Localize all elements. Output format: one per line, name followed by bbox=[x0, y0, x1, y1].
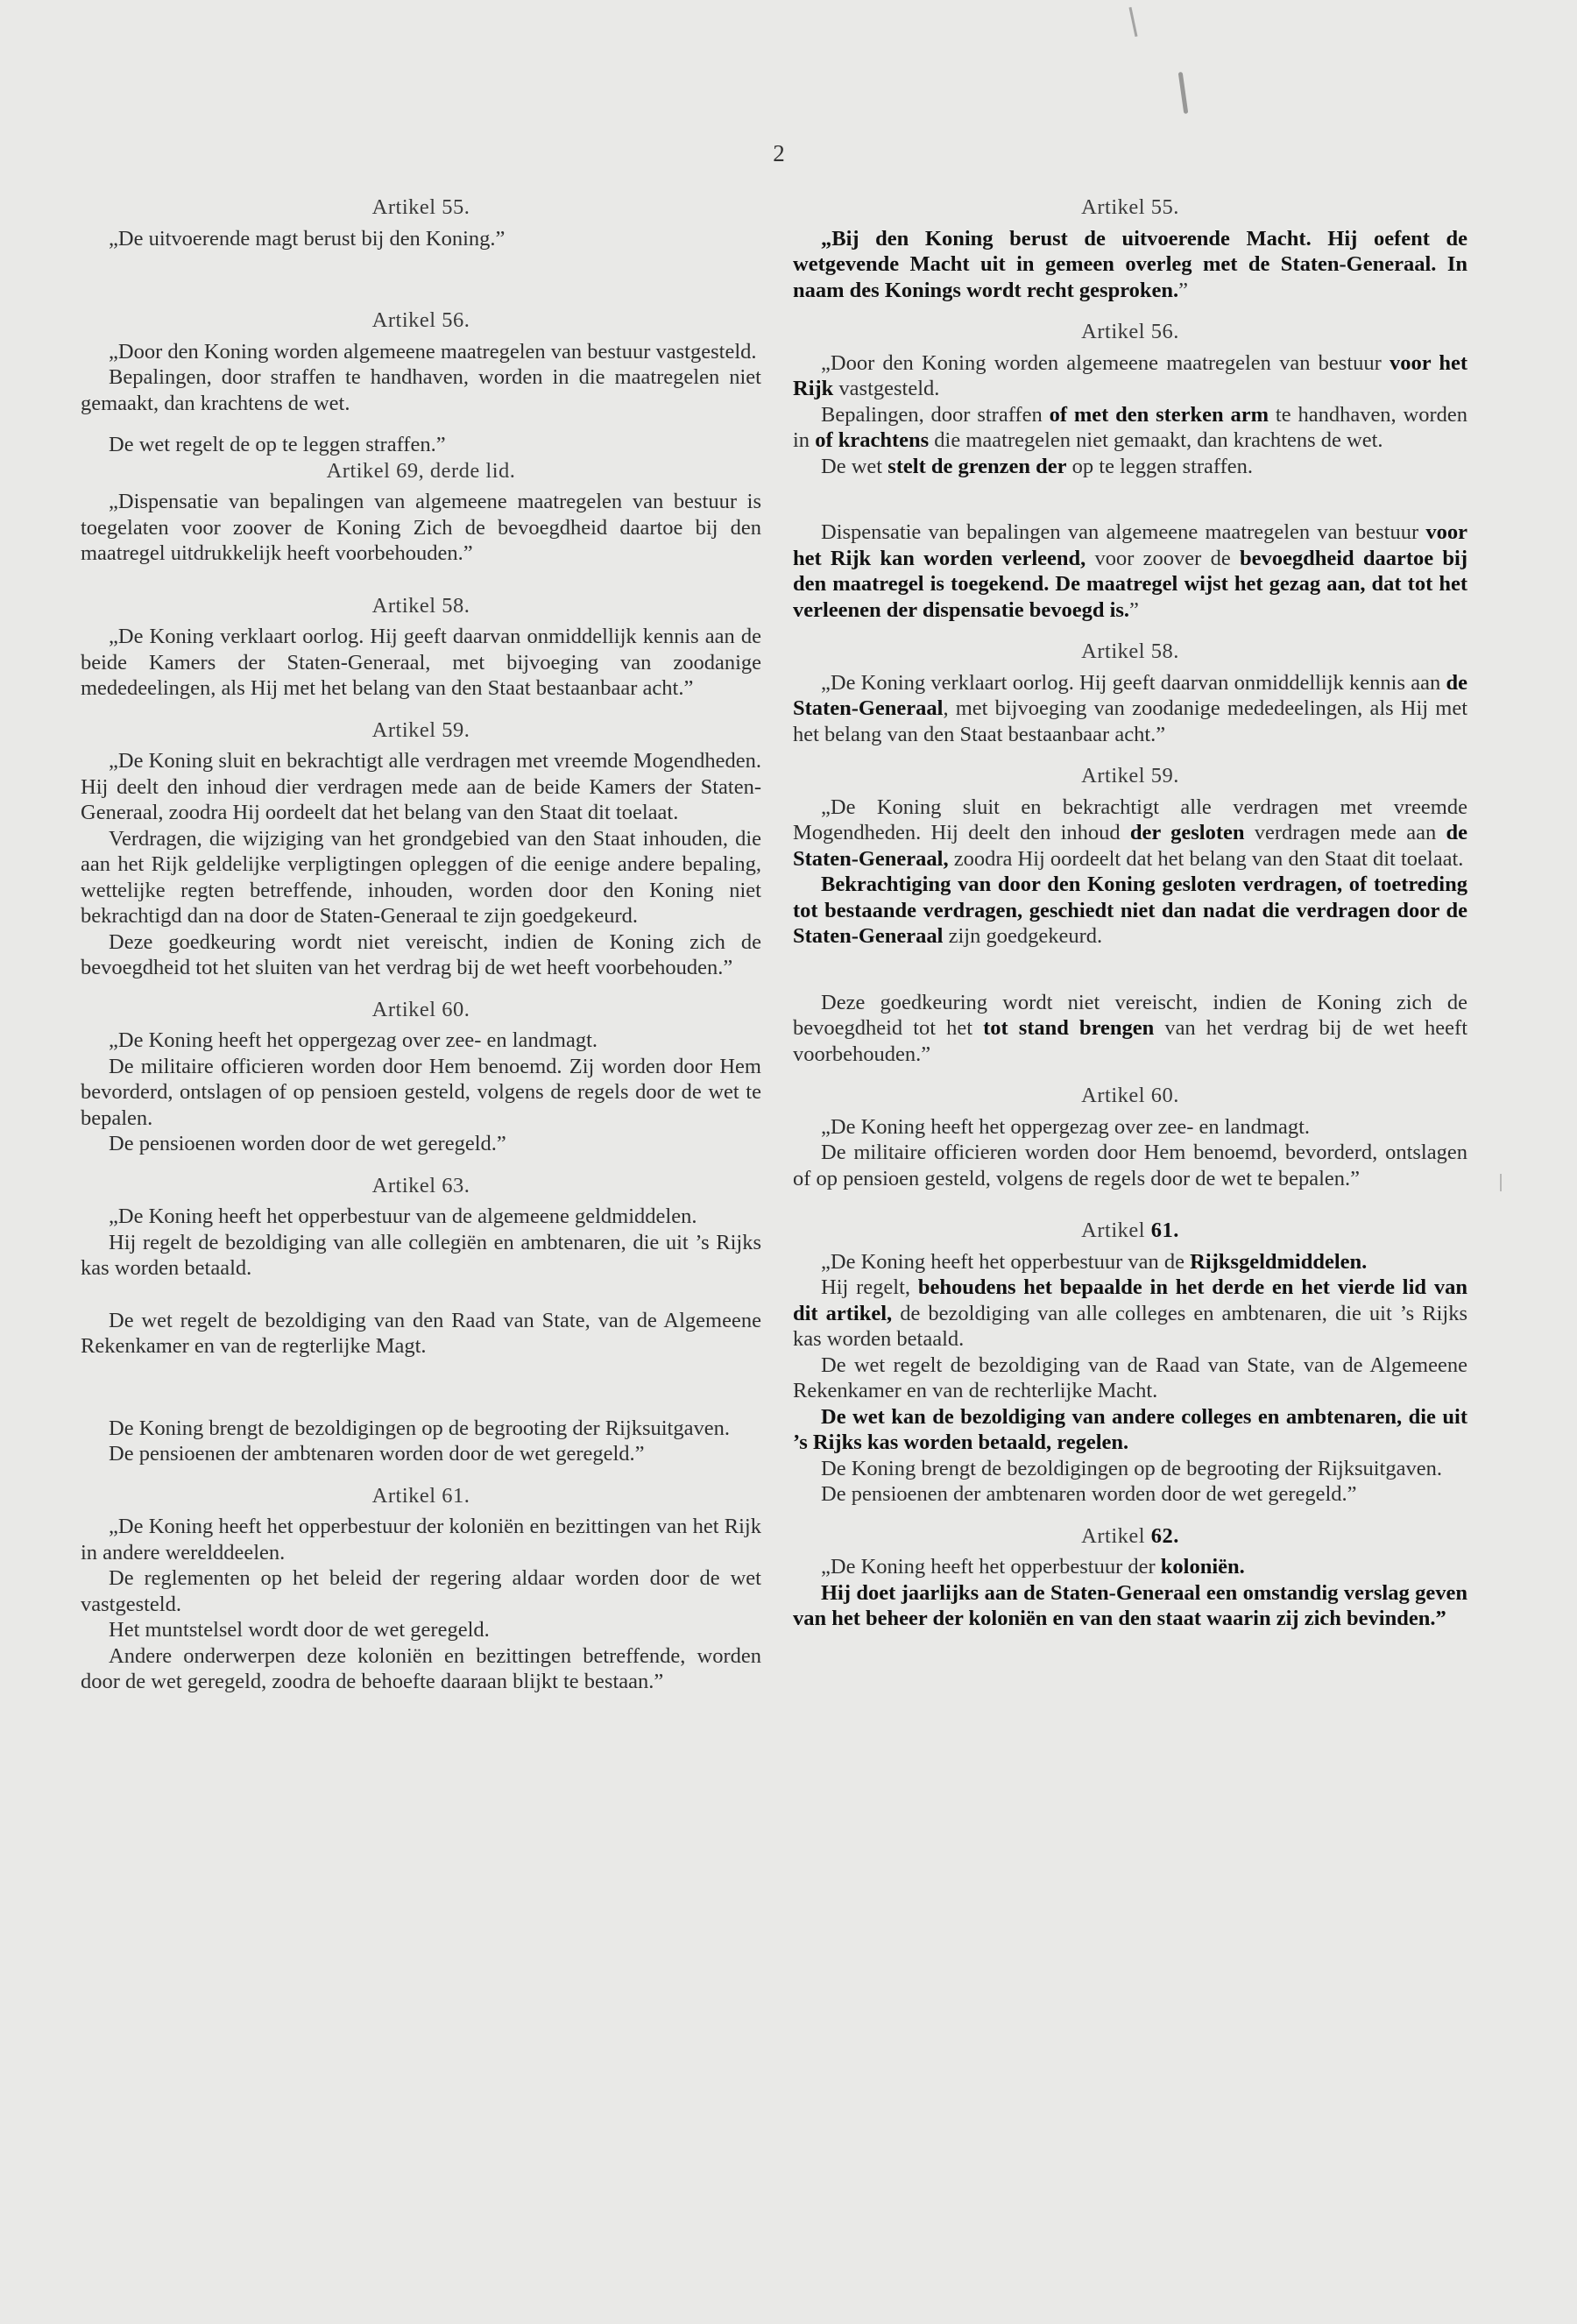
paragraph: „Dispensatie van bepalingen van algemeene maatregelen van bestuur is toegelaten voor zoover de Koning Zich de bevoegdheid daartoe bij den maatregel uitdrukkelijk heeft voorbehouden.” bbox=[81, 490, 761, 565]
paragraph: Bepalingen, door straffen of met den sterken arm te handhaven, worden in of krachtens die maatregelen niet gemaakt, dan krachtens de wet. bbox=[793, 402, 1468, 452]
paragraph: Andere onderwerpen deze koloniën en bezittingen betreffende, worden door de wet geregeld, zoodra de behoefte daaraan blijkt te bestaan.” bbox=[81, 1643, 761, 1693]
paragraph: De militaire officieren worden door Hem benoemd. Zij worden door Hem bevorderd, ontslagen of op pensioen gesteld, volgens de regels door de wet te bepalen. bbox=[81, 1054, 761, 1130]
paragraph: Hij regelt, behoudens het bepaalde in het derde en het vierde lid van dit artikel, de bezoldiging van alle colleges en ambtenaren, die uit ’s Rijks kas worden betaald. bbox=[793, 1275, 1467, 1351]
paragraph: De wet regelt de bezoldiging van de Raad van State, van de Algemeene Rekenkamer en van de rechterlijke Macht. bbox=[793, 1353, 1467, 1402]
paragraph: Bekrachtiging van door den Koning gesloten verdragen, of toetreding tot bestaande verdragen, geschiedt niet dan nadat die verdragen door de Staten-Generaal zijn goedgekeurd. bbox=[793, 872, 1467, 948]
paragraph: „Door den Koning worden algemeene maatregelen van bestuur vastgesteld. bbox=[109, 339, 757, 364]
paragraph: „De Koning heeft het oppergezag over zee- en landmagt. bbox=[821, 1114, 1311, 1139]
paragraph: De wet kan de bezoldiging van andere colleges en ambtenaren, die uit ’s Rijks kas worden betaald, regelen. bbox=[793, 1404, 1467, 1454]
paragraph: De reglementen op het beleid der regering aldaar worden door de wet vastgesteld. bbox=[81, 1566, 761, 1616]
scan-speck bbox=[1128, 7, 1137, 37]
heading-artikel-61: Artikel 61. bbox=[1081, 1219, 1179, 1242]
paragraph: De wet stelt de grenzen der op te leggen straffen. bbox=[821, 454, 1254, 478]
heading-artikel-59: Artikel 59. bbox=[1081, 764, 1179, 788]
scan-speck bbox=[1500, 1174, 1502, 1191]
heading-artikel-56: Artikel 56. bbox=[371, 308, 470, 332]
paragraph: De wet regelt de bezoldiging van den Raad van State, van de Algemeene Rekenkamer en van de regterlijke Magt. bbox=[81, 1308, 761, 1358]
heading-artikel-69: Artikel 69, derde lid. bbox=[326, 458, 516, 483]
scan-speck bbox=[1178, 72, 1189, 114]
paragraph: „De Koning heeft het opperbestuur van de Rijksgeldmiddelen. bbox=[821, 1249, 1368, 1274]
paragraph: Bepalingen, door straffen te handhaven, worden in die maatregelen niet gemaakt, dan krachtens de wet. bbox=[81, 365, 761, 415]
paragraph: „De Koning heeft het opperbestuur van de algemeene geldmiddelen. bbox=[109, 1204, 697, 1228]
paragraph: „De Koning verklaart oorlog. Hij geeft daarvan onmiddellijk kennis aan de beide Kamers der Staten-Generaal, met bijvoeging van zoodanige mededeelingen, als Hij met het belang van den Staat bestaanbaar acht.” bbox=[81, 625, 761, 700]
heading-artikel-59: Artikel 59. bbox=[371, 717, 470, 742]
paragraph: „De Koning verklaart oorlog. Hij geeft daarvan onmiddellijk kennis aan de Staten-Generaal, met bijvoeging van zoodanige mededeelingen, als Hij met het belang van den Staat bestaanbaar acht.” bbox=[793, 670, 1467, 746]
paragraph: „De Koning heeft het oppergezag over zee- en landmagt. bbox=[109, 1028, 598, 1052]
paragraph: De militaire officieren worden door Hem benoemd, bevorderd, ontslagen of op pensioen gesteld, volgens de regels door de wet te bepalen.” bbox=[793, 1141, 1467, 1190]
paragraph: De pensioenen worden door de wet geregeld.” bbox=[109, 1132, 506, 1155]
right-column-new-text bbox=[793, 194, 1467, 1632]
paragraph: Dispensatie van bepalingen van algemeene maatregelen van bestuur voor het Rijk kan worden verleend, voor zoover de bevoegdheid daartoe bij den maatregel is toegekend. De maatregel wijst het gezag aan, dat tot het verleenen der dispensatie bevoegd is.” bbox=[793, 520, 1468, 622]
left-column-old-text bbox=[81, 194, 761, 1695]
heading-artikel-60: Artikel 60. bbox=[1081, 1084, 1179, 1107]
heading-artikel-63: Artikel 63. bbox=[371, 1173, 470, 1197]
paragraph: „Door den Koning worden algemeene maatregelen van bestuur voor het Rijk vastgesteld. bbox=[793, 350, 1468, 400]
paragraph: Hij doet jaarlijks aan de Staten-Generaal een omstandig verslag geven van het beheer der koloniën en van den staat waarin zij zich bevinden.” bbox=[793, 1580, 1467, 1630]
heading-artikel-55: Artikel 55. bbox=[1081, 195, 1179, 219]
paragraph: Het muntstelsel wordt door de wet geregeld. bbox=[109, 1618, 490, 1642]
paragraph: „De Koning heeft het opperbestuur der koloniën en bezittingen van het Rijk in andere werelddeelen. bbox=[81, 1515, 761, 1565]
paragraph: De Koning brengt de bezoldigingen op de begrooting der Rijksuitgaven. bbox=[109, 1416, 730, 1440]
heading-artikel-62: Artikel 62. bbox=[1081, 1523, 1179, 1548]
paragraph: Hij regelt de bezoldiging van alle collegiën en ambtenaren, die uit ’s Rijks kas worden betaald. bbox=[81, 1230, 761, 1280]
page-number: 2 bbox=[773, 140, 785, 166]
paragraph: De wet regelt de op te leggen straffen.” bbox=[109, 433, 446, 456]
paragraph: „De Koning heeft het opperbestuur der koloniën. bbox=[821, 1555, 1245, 1579]
heading-artikel-58: Artikel 58. bbox=[1081, 639, 1179, 663]
heading-artikel-56: Artikel 56. bbox=[1081, 320, 1179, 343]
paragraph: „De Koning sluit en bekrachtigt alle verdragen met vreemde Mogendheden. Hij deelt den inhoud der gesloten verdragen mede aan de Staten-Generaal, zoodra Hij oordeelt dat het belang van den Staat dit toelaat. bbox=[793, 795, 1468, 871]
paragraph: „De uitvoerende magt berust bij den Koning.” bbox=[109, 226, 506, 251]
heading-artikel-61: Artikel 61. bbox=[371, 1483, 470, 1508]
paragraph: Deze goedkeuring wordt niet vereischt, indien de Koning zich de bevoegdheid tot het tot stand brengen van het verdrag bij de wet heeft voorbehouden.” bbox=[793, 990, 1468, 1066]
paragraph: De Koning brengt de bezoldigingen op de begrooting der Rijksuitgaven. bbox=[821, 1456, 1442, 1480]
paragraph: Verdragen, die wijziging van het grondgebied van den Staat inhouden, die aan het Rijk geldelijke verpligtingen opleggen of die eenige andere bepaling, wettelijke regten betreffende, inhouden, worden door den Koning niet bekrachtigd dan na door de Staten-Generaal te zijn goedgekeurd. bbox=[81, 826, 761, 928]
paragraph: Deze goedkeuring wordt niet vereischt, indien de Koning zich de bevoegdheid tot het sluiten van het verdrag bij de wet heeft voorbehouden.” bbox=[81, 929, 761, 979]
heading-artikel-55: Artikel 55. bbox=[371, 195, 470, 219]
paragraph: De pensioenen der ambtenaren worden door de wet geregeld.” bbox=[109, 1442, 645, 1466]
heading-artikel-58: Artikel 58. bbox=[371, 593, 470, 618]
heading-artikel-60: Artikel 60. bbox=[371, 997, 470, 1021]
paragraph: „Bij den Koning berust de uitvoerende Macht. Hij oefent de wetgevende Macht uit in gemeen overleg met de Staten-Generaal. In naam des Konings wordt recht gesproken.” bbox=[793, 226, 1467, 302]
paragraph: „De Koning sluit en bekrachtigt alle verdragen met vreemde Mogendheden. Hij deelt den inhoud dier verdragen mede aan de beide Kamers der Staten-Generaal, zoodra Hij oordeelt dat het belang van den Staat dit toelaat. bbox=[81, 749, 761, 824]
paragraph: De pensioenen der ambtenaren worden door de wet geregeld.” bbox=[821, 1482, 1357, 1506]
